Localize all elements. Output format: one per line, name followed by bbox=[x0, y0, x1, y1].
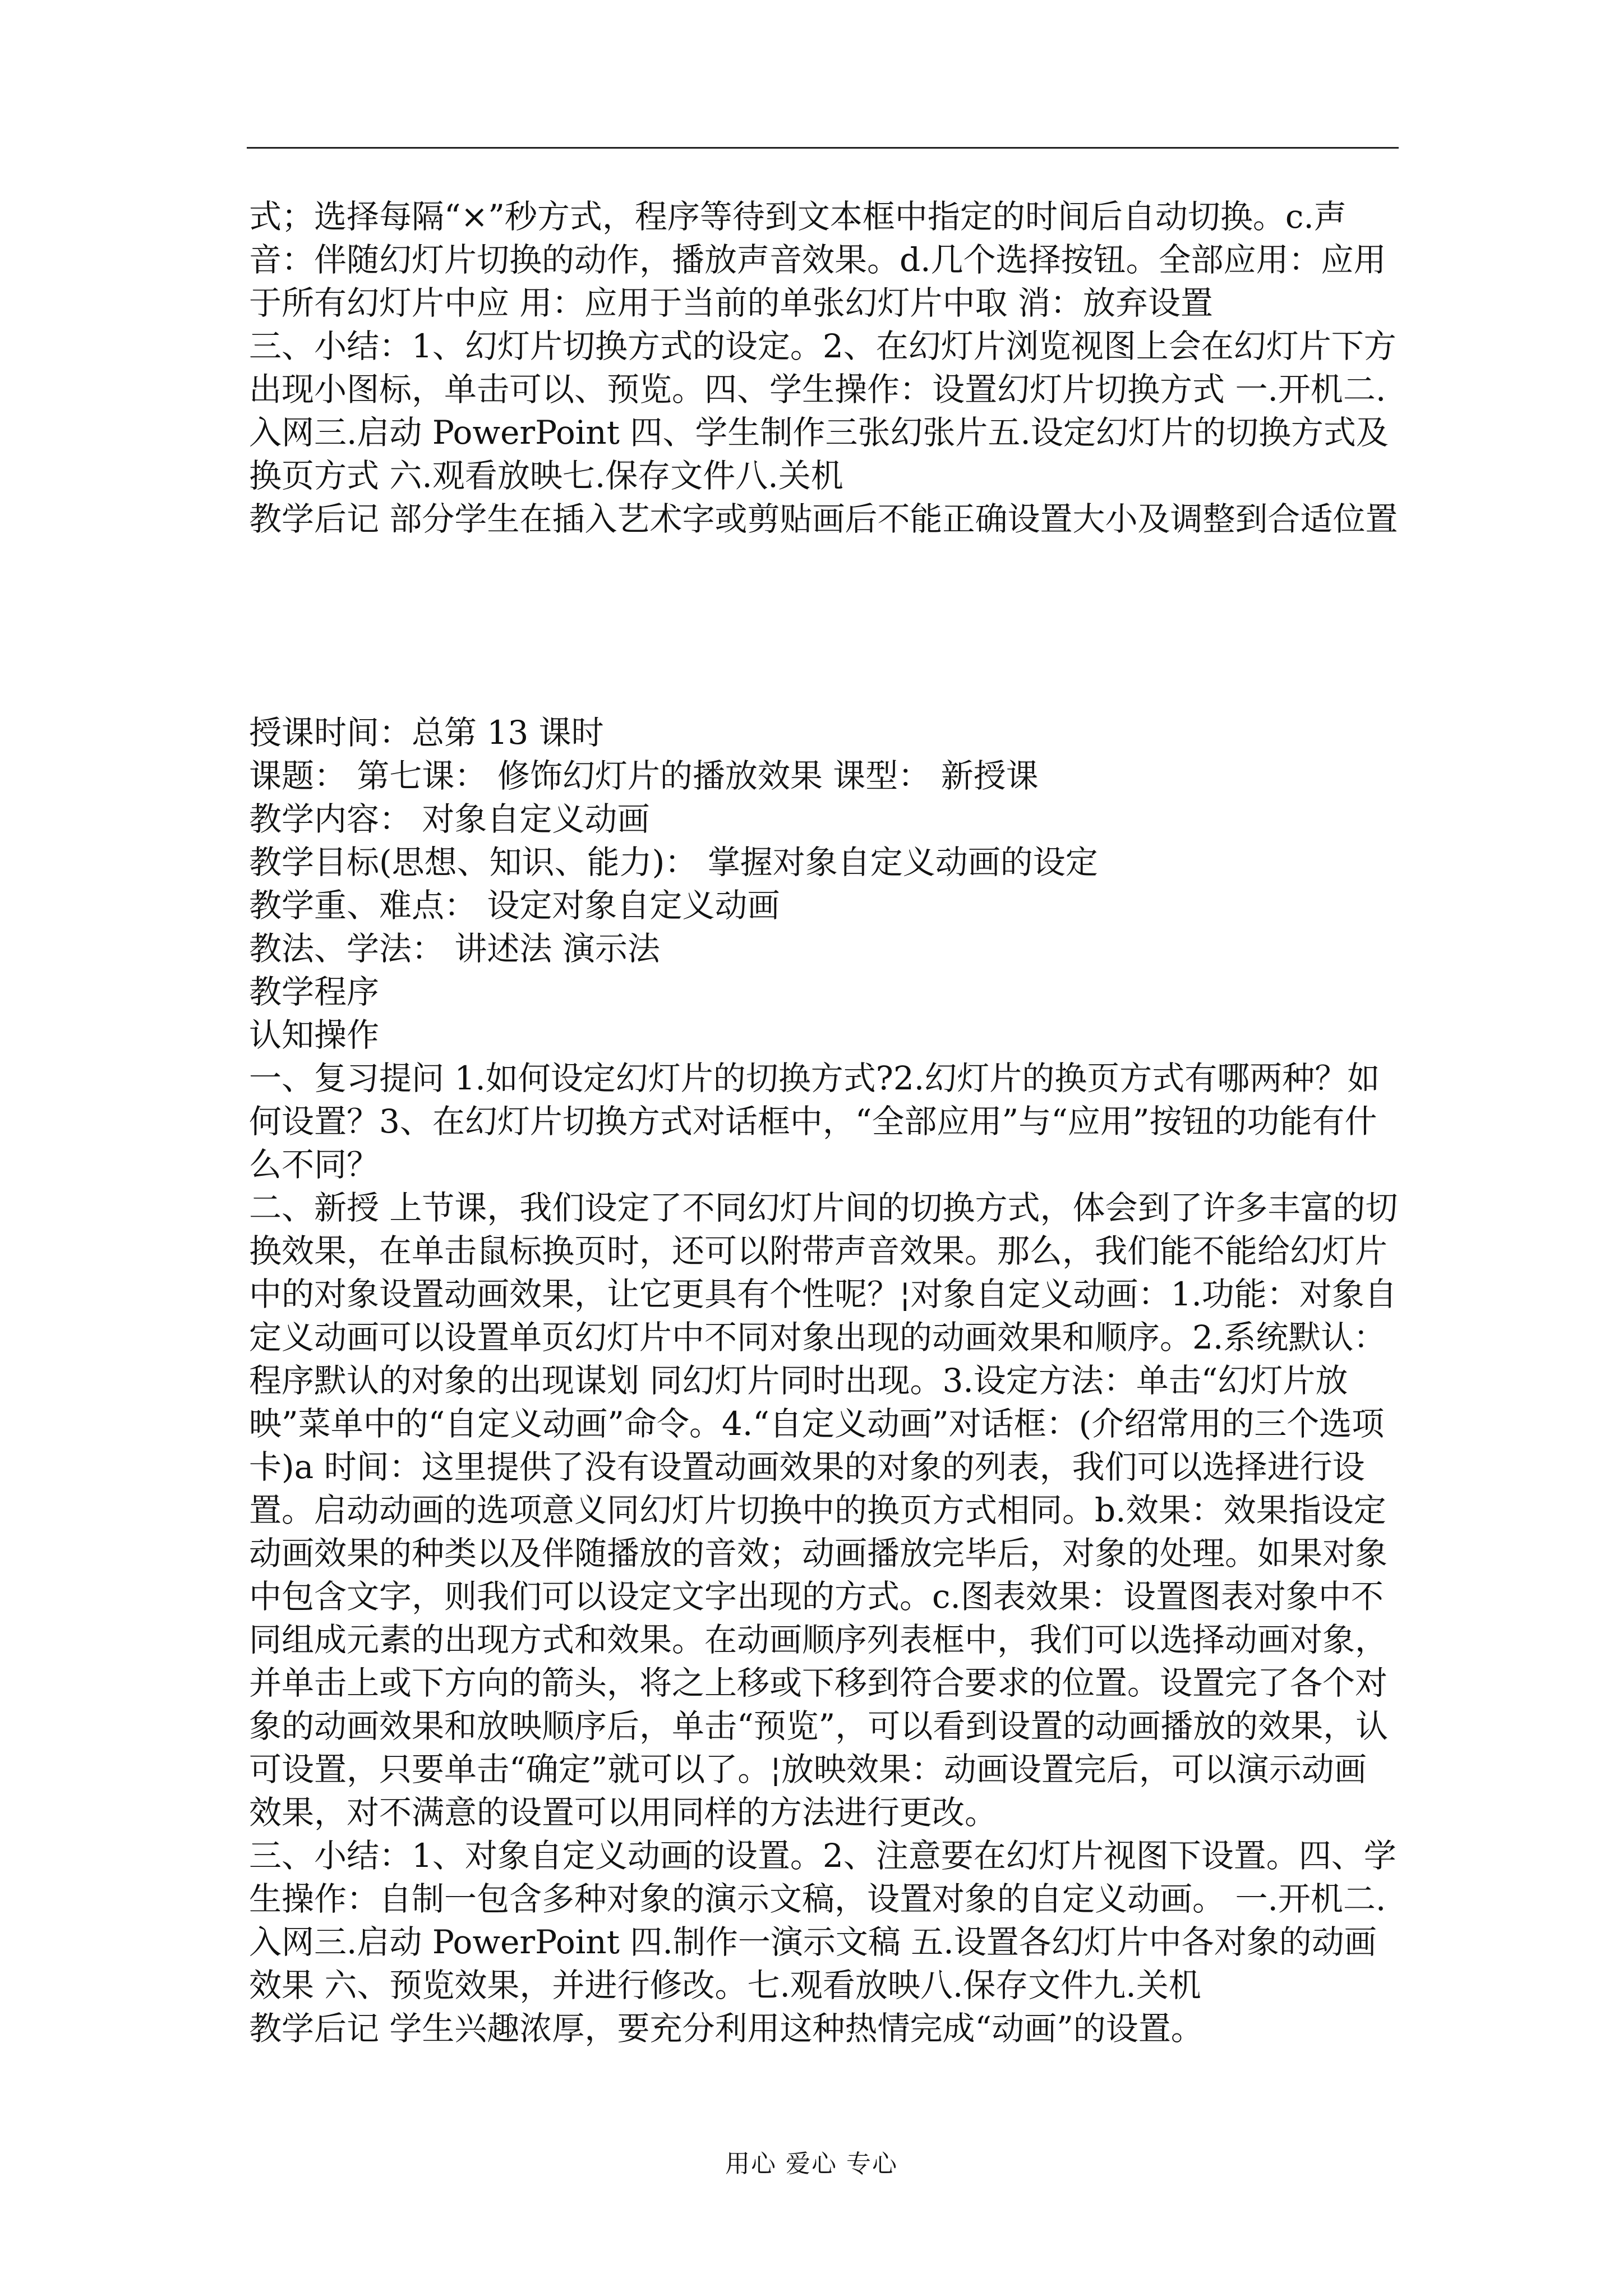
paragraph-teaching-notes-2: 教学后记 学生兴趣浓厚，要充分利用这种热情完成“动画”的设置。 bbox=[249, 2009, 1204, 2047]
lesson-objectives: 教学目标(思想、知识、能力)： 掌握对象自定义动画的设定 bbox=[249, 843, 1098, 881]
paragraph-transition-options: 式；选择每隔“×”秒方式，程序等待到文本框中指定的时间后自动切换。c.声音：伴随幻灯片切换的动作，播放声音效果。d.几个选择按钮。全部应用：应用于所有幻灯片中应 用：应用于当前的单张幻灯片中取 消：放弃设置 bbox=[249, 197, 1386, 322]
lesson-cognitive-heading: 认知操作 bbox=[249, 1016, 380, 1054]
paragraph-new-lesson: 二、新授 上节课，我们设定了不同幻灯片间的切换方式，体会到了许多丰富的切换效果，在单击鼠标换页时，还可以附带声音效果。那么，我们能不能给幻灯片中的对象设置动画效果，让它更具有个性呢？¦对象自定义动画：1.功能：对象自定义动画可以设置单页幻灯片中不同对象出现的动画效果和顺序。2.系统默认：程序默认的对象的出现谋划 同幻灯片同时出现。3.设定方法：单击“幻灯片放映”菜单中的“自定义动画”命令。4.“自定义动画”对话框：(介绍常用的三个选项卡)a 时间：这里提供了没有设置动画效果的对象的列表，我们可以选择进行设置。启动动画的选项意义同幻灯片切换中的换页方式相同。b.效果：效果指设定动画效果的种类以及伴随播放的音效；动画播放完毕后，对象的处理。如果对象中包含文字，则我们可以设定文字出现的方式。c.图表效果：设置图表对象中不同组成元素的出现方式和效果。在动画顺序列表框中，我们可以选择动画对象，并单击上或下方向的箭头，将之上移或下移到符合要求的位置。设置完了各个对象的动画效果和放映顺序后，单击“预览”，可以看到设置的动画播放的效果，认可设置，只要单击“确定”就可以了。¦放映效果：动画设置完后，可以演示动画效果，对不满意的设置可以用同样的方法进行更改。 bbox=[249, 1189, 1398, 1832]
lesson-time: 授课时间：总第 13 课时 bbox=[249, 714, 604, 752]
paragraph-review-questions: 一、复习提问 1.如何设定幻灯片的切换方式?2.幻灯片的换页方式有哪两种？如何设置？3、在幻灯片切换方式对话框中，“全部应用”与“应用”按钮的功能有什么不同？ bbox=[249, 1059, 1380, 1184]
header-rule bbox=[247, 147, 1399, 149]
lesson-key-points: 教学重、难点： 设定对象自定义动画 bbox=[249, 886, 780, 924]
page-footer: 用心 爱心 专心 bbox=[725, 2150, 898, 2178]
paragraph-teaching-notes: 教学后记 部分学生在插入艺术字或剪贴画后不能正确设置大小及调整到合适位置 bbox=[249, 500, 1398, 538]
lesson-content: 教学内容： 对象自定义动画 bbox=[249, 800, 650, 838]
lesson-methods: 教法、学法： 讲述法 演示法 bbox=[249, 930, 660, 968]
lesson-13-plan bbox=[249, 711, 1399, 2050]
previous-lesson-continuation bbox=[249, 195, 1399, 541]
paragraph-summary-and-practice-2: 三、小结：1、对象自定义动画的设置。2、注意要在幻灯片视图下设置。四、学生操作：自制一包含多种对象的演示文稿，设置对象的自定义动画。 一.开机二.入网三.启动 PowerPoint 四.制作一演示文稿 五.设置各幻灯片中各对象的动画效果 六、预览效果，并进行修改。七.观看放映八.保存文件九.关机 bbox=[249, 1837, 1396, 2004]
lesson-topic: 课题： 第七课： 修饰幻灯片的播放效果 课型： 新授课 bbox=[249, 757, 1039, 795]
lesson-procedure-heading: 教学程序 bbox=[249, 973, 380, 1011]
paragraph-summary-and-practice: 三、小结：1、幻灯片切换方式的设定。2、在幻灯片浏览视图上会在幻灯片下方出现小图标，单击可以、预览。四、学生操作：设置幻灯片切换方式 一.开机二.入网三.启动 PowerPoint 四、学生制作三张幻张片五.设定幻灯片的切换方式及换页方式 六.观看放映七.保存文件八.关机 bbox=[249, 327, 1396, 495]
